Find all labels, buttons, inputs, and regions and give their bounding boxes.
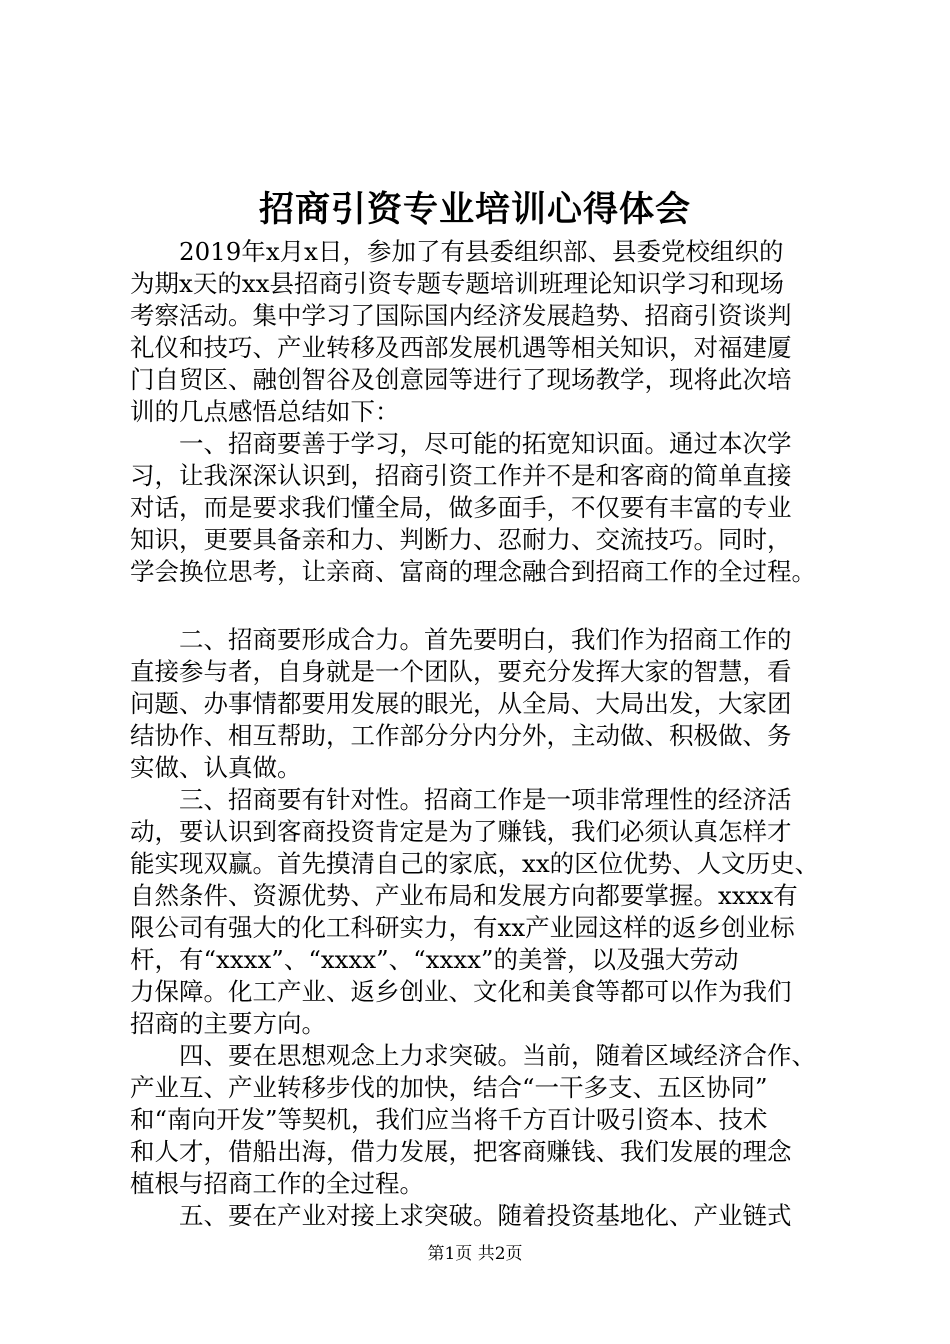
text-line: 和“南向开发”等契机，我们应当将千方百计吸引资本、技术 — [130, 1105, 768, 1134]
text-line: 为期x天的xx县招商引资专题专题培训班理论知识学习和现场 — [130, 269, 784, 298]
text-line: 能实现双赢。首先摸清自己的家底，xx的区位优势、人文历史、 — [130, 849, 820, 878]
text-line: 实做、认真做。 — [130, 753, 302, 782]
text-line: 训的几点感悟总结如下： — [130, 397, 400, 426]
page-footer: 第1页 共2页 — [427, 1244, 523, 1264]
document-body — [130, 236, 846, 1232]
text-line: 四、要在思想观念上力求突破。当前，随着区域经济合作、 — [130, 1041, 816, 1070]
text-line: 门自贸区、融创智谷及创意园等进行了现场教学，现将此次培 — [130, 365, 792, 394]
text-line: 学会换位思考，让亲商、富商的理念融合到招商工作的全过程。 — [130, 557, 816, 586]
text-line: 直接参与者，自身就是一个团队，要充分发挥大家的智慧，看 — [130, 657, 792, 686]
text-line: 对话，而是要求我们懂全局，做多面手，不仅要有丰富的专业 — [130, 493, 792, 522]
text-line: 和人才，借船出海，借力发展，把客商赚钱、我们发展的理念 — [130, 1137, 792, 1166]
text-line: 动，要认识到客商投资肯定是为了赚钱，我们必须认真怎样才 — [130, 817, 792, 846]
text-line: 2019年x月x日，参加了有县委组织部、县委党校组织的 — [130, 237, 784, 266]
text-line: 知识，更要具备亲和力、判断力、忍耐力、交流技巧。同时， — [130, 525, 792, 554]
text-line: 礼仪和技巧、产业转移及西部发展机遇等相关知识，对福建厦 — [130, 333, 792, 362]
text-line: 限公司有强大的化工科研实力，有xx产业园这样的返乡创业标 — [130, 913, 795, 942]
text-line: 结协作、相互帮助，工作部分分内分外，主动做、积极做、务 — [130, 721, 792, 750]
text-line: 考察活动。集中学习了国际国内经济发展趋势、招商引资谈判 — [130, 301, 792, 330]
text-line: 二、招商要形成合力。首先要明白，我们作为招商工作的 — [130, 625, 792, 654]
text-line: 力保障。化工产业、返乡创业、文化和美食等都可以作为我们 — [130, 977, 792, 1006]
text-line: 问题、办事情都要用发展的眼光，从全局、大局出发，大家团 — [130, 689, 792, 718]
text-line: 产业互、产业转移步伐的加快，结合“一干多支、五区协同” — [130, 1073, 768, 1102]
text-line: 植根与招商工作的全过程。 — [130, 1169, 424, 1198]
text-line: 自然条件、资源优势、产业布局和发展方向都要掌握。xxxx有 — [130, 881, 798, 910]
document-title: 招商引资专业培训心得体会 — [258, 189, 691, 230]
text-line: 杆，有“xxxx”、“xxxx”、“xxxx”的美誉，以及强大劳动 — [130, 945, 739, 974]
text-line: 招商的主要方向。 — [130, 1009, 326, 1038]
text-line: 五、要在产业对接上求突破。随着投资基地化、产业链式 — [130, 1201, 792, 1230]
text-line: 一、招商要善于学习，尽可能的拓宽知识面。通过本次学 — [130, 429, 792, 458]
paragraph-gap — [130, 588, 846, 624]
text-line: 习，让我深深认识到，招商引资工作并不是和客商的简单直接 — [130, 461, 792, 490]
text-line: 三、招商要有针对性。招商工作是一项非常理性的经济活 — [130, 785, 792, 814]
